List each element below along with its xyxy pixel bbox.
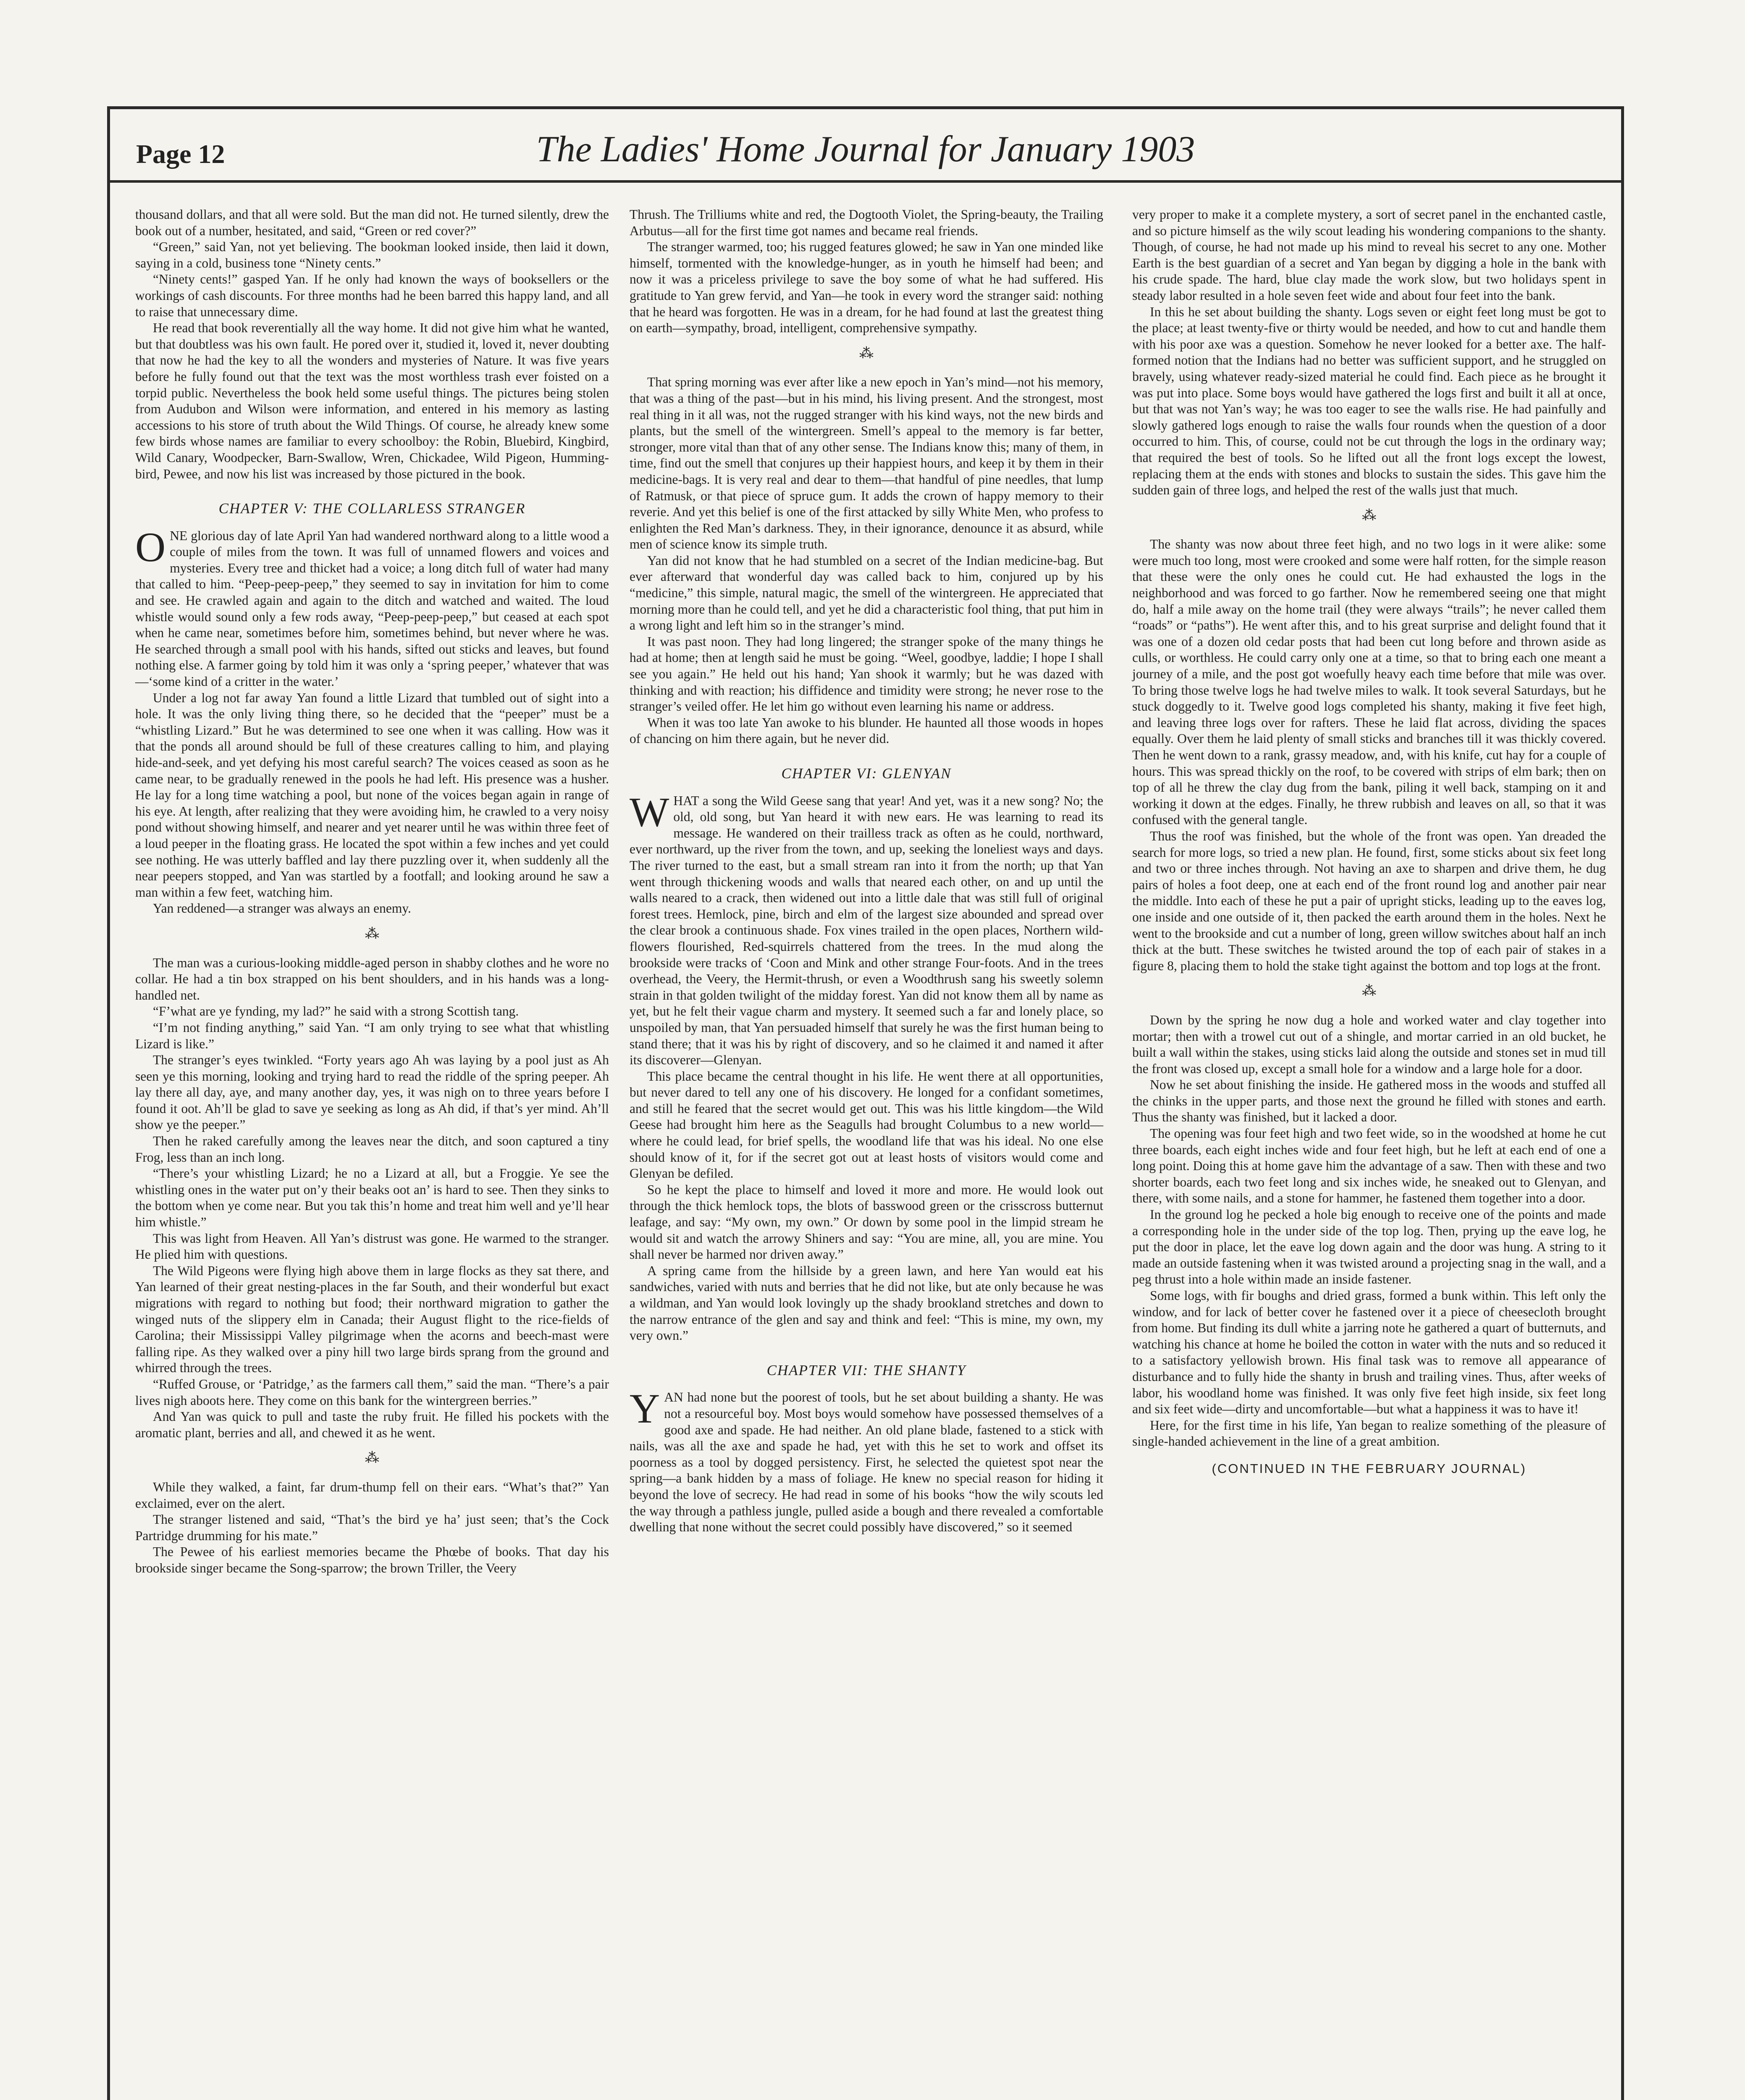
paragraph: The opening was four feet high and two feet wide, so in the woodshed at home he cut three boards, each eight inches wide and four feet high, but he left at each end of one a long point. Doing this at home gave him the advantage of a saw. Then with these and two shorter boards, each two feet long and six inches wide, he sneaked out to Glenyan, and there, with some nails, and a stone for hammer, he fastened them together into a door. xyxy=(1132,1126,1606,1206)
paragraph: “Green,” said Yan, not yet believing. The bookman looked inside, then laid it down, saying in a cold, business tone “Ninety cents.” xyxy=(135,239,609,270)
chapter-opening xyxy=(135,523,609,690)
paragraph: “F’what are ye fynding, my lad?” he said with a strong Scottish tang. xyxy=(153,1004,519,1019)
paragraph: “There’s your whistling Lizard; he no a Lizard at all, but a Froggie. Ye see the whistling ones in the water put on’y their beaks oot an’ is hard to see. Then they sinks to the bottom when ye come near. But you tak this’n home and treat him well and ye’ll hear him whistle.” xyxy=(135,1166,609,1230)
paragraph: The Wild Pigeons were flying high above them in large flocks as they sat there, and Yan learned of their great nesting-places in the far South, and their wonderful but exact migrations with regard to nothing but food; their northward migration to gather the winged nuts of the slippery elm in Canada; their August flight to the rice-fields of Carolina; their Mississippi Valley pilgrimage when the acorns and beech-mast were falling ripe. As they walked over a piny hill two large birds sprang from the ground and whirred through the trees. xyxy=(135,1263,609,1376)
drop-cap: O xyxy=(135,523,166,570)
paragraph: Under a log not far away Yan found a little Lizard that tumbled out of sight into a hole. It was the only living thing there, so he decided that the “peeper” must be a “whistling Lizard.” But he was determined to see one when it was calling. How was it that the ponds all around should be full of these creatures calling to him, and playing hide-and-seek, and yet defying his most careful search? The voices ceased as soon as he came near, to be gradually renewed in the pools he had left. His presence was a husher. He lay for a long time watching a pool, but none of the voices began again in range of his eye. At length, after realizing that they were avoiding him, he crawled to a very noisy pond without showing himself, and nearer and yet nearer until he was within three feet of a loud peeper in the floating grass. He located the spot within a few inches and yet could see nothing. He was utterly baffled and lay there puzzling over it, when suddenly all the near peepers stopped, and Yan was startled by a footfall; and looking around he saw a man within a few feet, watching him. xyxy=(135,690,609,900)
paragraph-text: HAT a song the Wild Geese sang that year! And yet, was it a new song? No; the old, old song, but Yan heard it with new ears. He was learning to read its message. He wandered on their trailless track as often as he could, northward, ever northward, up the river from the town, and up, seeking the loneliest ways and days. The river turned to the east, but a small stream ran into it from the north; up that Yan went through thickening woods and walls that neared each other, on and up until the walls neared to a crack, then widened out into a little dale that was still full of original forest trees. Hemlock, pine, birch and elm of the largest size abounded and spread over the clear brook a continuous shade. Fox vines trailed in the open places, Northern wild-flowers flourished, Red-squirrels chattered from the trees. In the mud along the brookside were tracks of ‘Coon and Mink and other strange Four-foots. And in the trees overhead, the Veery, the Hermit-thrush, or even a Woodthrush sang his sweetly solemn strain in that golden twilight of the midday forest. Yan did not know them all by name as yet, but he felt their vague charm and mystery. It seemed such a far and lonely place, so unspoiled by man, that Yan persuaded himself that surely he was the first human being to stand there; that it was his by right of discovery, and so he claimed it and named it after its discoverer—Glenyan. xyxy=(630,793,1103,1068)
paragraph: This place became the central thought in his life. He went there at all opportunities, but never dared to tell any one of his discovery. He longed for a confidant sometimes, and still he feared that the secret would get out. This was his little kingdom—the Wild Geese had brought him here as the Seagulls had brought Columbus to a new world—where he could lead, for brief spells, the woodland life that was his ideal. No one else should know of it, for if the secret got out at least hosts of visitors would come and Glenyan be defiled. xyxy=(630,1068,1103,1181)
drop-cap: W xyxy=(630,788,669,835)
paragraph: While they walked, a faint, far drum-thump fell on their ears. “What’s that?” Yan exclaimed, ever on the alert. xyxy=(135,1479,609,1511)
paragraph: That spring morning was ever after like a new epoch in Yan’s mind—not his memory, that was a thing of the past—but in his mind, his living present. And the strongest, most real thing in it all was, not the rugged stranger with his kind ways, not the new birds and plants, but the smell of the wintergreen. Smell’s appeal to the memory is far better, stronger, more vital than that of any other sense. The Indians know this; many of them, in time, find out the smell that conjures up their happiest hours, and keep it by them in their medicine-bags. It is very real and dear to them—that handful of pine needles, that lump of Ratmusk, or that piece of spruce gum. It adds the crown of happy memory to their reverie. And yet this belief is one of the first attacked by silly White Men, who profess to enlighten the Red Man’s darkness. They, in their ignorance, denounce it as absurd, while men of science know its simple truth. xyxy=(630,375,1103,552)
column-1 xyxy=(135,207,609,1577)
paragraph: The Pewee of his earliest memories became the Phœbe of books. That day his brookside singer became the Song-sparrow; the brown Triller, the Veery xyxy=(135,1544,609,1575)
chapter-heading: CHAPTER VI: GLENYAN xyxy=(781,765,952,782)
chapter-heading: CHAPTER V: THE COLLARLESS STRANGER xyxy=(218,500,526,517)
paragraph: Now he set about finishing the inside. He gathered moss in the woods and stuffed all the chinks in the upper parts, and those next the ground he filled with stones and earth. Thus the shanty was finished, but it lacked a door. xyxy=(1132,1077,1606,1125)
chapter-heading: CHAPTER VII: THE SHANTY xyxy=(766,1362,966,1378)
drop-cap: Y xyxy=(630,1385,660,1432)
paragraph: When it was too late Yan awoke to his blunder. He haunted all those woods in hopes of chancing on him there again, but he never did. xyxy=(630,715,1103,746)
column-3 xyxy=(1132,207,1606,1477)
paragraph: The stranger warmed, too; his rugged features glowed; he saw in Yan one minded like himself, tormented with the knowledge-hunger, as in youth he himself had been; and now it was a priceless privilege to save the boy some of what he had suffered. His gratitude to Yan grew fervid, and Yan—he took in every word the stranger said: nothing that he heard was forgotten. He was in a dream, for he had found at last the greatest thing on earth—sympathy, broad, intelligent, comprehensive sympathy. xyxy=(630,239,1103,336)
paragraph: thousand dollars, and that all were sold. But the man did not. He turned silently, drew the book out of a number, hesitated, and said, “Green or red cover?” xyxy=(135,207,609,238)
chapter-opening xyxy=(630,1385,1103,1535)
paragraph: A spring came from the hillside by a green lawn, and here Yan would eat his sandwiches, varied with nuts and berries that he did not like, but ate only because he was a wildman, and Yan would look lovingly up the shady brookland stretches and down to the narrow entrance of the glen and say and think and feel: “This is mine, my own, my very own.” xyxy=(630,1263,1103,1343)
paragraph: “I’m not finding anything,” said Yan. “I am only trying to see what that whistling Lizard is like.” xyxy=(135,1020,609,1051)
paragraph: Thus the roof was finished, but the whole of the front was open. Yan dreaded the search for more logs, so tried a new plan. He found, first, some sticks about six feet long and two or three inches through. Not having an axe to sharpen and drive them, he dug pairs of holes a foot deep, one at each end of the front round log and another pair near the middle. Into each of these he put a pair of upright sticks, leading up to the eaves log, one inside and one outside of it, then packed the earth around them in the holes. Next he went to the brookside and cut a number of long, green willow switches about half an inch thick at the butt. These switches he twisted around the top of each pair of stakes in a figure 8, placing them to hold the stake tight against the bottom and top logs at the front. xyxy=(1132,828,1606,973)
paragraph: The stranger listened and said, “That’s the bird ye ha’ just seen; that’s the Cock Partridge drumming for his mate.” xyxy=(135,1512,609,1543)
paragraph: Yan did not know that he had stumbled on a secret of the Indian medicine-bag. But ever afterward that wonderful day was called back to him, conjured up by his “medicine,” this simple, natural magic, the smell of the wintergreen. He appreciated that morning more than he could tell, and yet he did a characteristic fool thing, that put him in a wrong light and left him so in the stranger’s mind. xyxy=(630,553,1103,633)
paragraph-text: NE glorious day of late April Yan had wandered northward along to a little wood a couple of miles from the town. It was full of unnamed flowers and voices and mysteries. Every tree and thicket had a voice; a long ditch full of water had many that called to him. “Peep-peep-peep,” they seemed to say in invitation for him to come and see. He crawled again and again to the ditch and watched and waited. The loud whistle would sound only a few rods away, “Peep-peep-peep,” but ceased at each spot when he came near, sometimes before him, sometimes behind, but never where he was. He searched through a small pool with his hands, sifted out sticks and leaves, but found nothing else. A farmer going by told him it was only a ‘spring peeper,’ whatever that was—‘some kind of a critter in the water.’ xyxy=(135,528,609,689)
section-ornament: ⁂ xyxy=(859,345,874,361)
paragraph: This was light from Heaven. All Yan’s distrust was gone. He warmed to the stranger. He plied him with questions. xyxy=(135,1231,609,1262)
column-2 xyxy=(630,207,1103,1536)
paragraph: Down by the spring he now dug a hole and worked water and clay together into mortar; then with a trowel cut out of a shingle, and mortar carried in an old bucket, he built a wall within the stakes, using sticks laid along the outside and stones set in mud till the front was closed up, except a small hole for a window and a large hole for a door. xyxy=(1132,1012,1606,1076)
continued-notice: (CONTINUED IN THE FEBRUARY JOURNAL) xyxy=(1212,1461,1527,1476)
page-header xyxy=(110,109,1621,183)
paragraph: “Ruffed Grouse, or ‘Patridge,’ as the farmers call them,” said the man. “There’s a pair lives nigh aboots here. They come on this bank for the wintergreen berries.” xyxy=(135,1376,609,1408)
paragraph: And Yan was quick to pull and taste the ruby fruit. He filled his pockets with the aromatic plant, berries and all, and chewed it as he went. xyxy=(135,1409,609,1440)
paragraph: He read that book reverentially all the way home. It did not give him what he wanted, but that doubtless was his own fault. He pored over it, studied it, loved it, never doubting that now he had the key to all the wonders and mysteries of Nature. It was five years before he fully found out that the text was the most worthless trash ever foisted on a torpid public. Nevertheless the book held some useful things. The pictures being stolen from Audubon and Wilson were information, and entered in his memory as lasting accessions to his store of truth about the Wild Things. Of course, he already knew some few birds whose names are familiar to every schoolboy: the Robin, Bluebird, Kingbird, Wild Canary, Woodpecker, Barn-Swallow, Wren, Chickadee, Wild Pigeon, Humming-bird, Pewee, and now his list was increased by those pictured in the book. xyxy=(135,320,609,481)
paragraph: The shanty was now about three feet high, and no two logs in it were alike: some were much too long, most were crooked and some were half rotten, for the simple reason that these were the only ones he could cut. He had exhausted the logs in the neighborhood and was forced to go farther. Now he remembered seeing one that might do, half a mile away on the home trail (they were always “trails”; he never called them “roads” or “paths”). He went after this, and to his great surprise and delight found that it was one of a dozen old cedar posts that had been cut long before and thrown aside as culls, or worthless. He could carry only one at a time, so that to bring each one meant a journey of a mile, and the post got woefully heavy each time before that mile was over. To bring those twelve logs he had twelve miles to walk. It took several Saturdays, but he stuck doggedly to it. Twelve good logs completed his shanty, making it five feet high, and leaving three logs over for rafters. These he laid flat across, dividing the spaces equally. Over them he laid plenty of small sticks and branches till it was thickly covered. Then he went down to a rank, grassy meadow, and, with his knife, cut hay for a couple of hours. This was spread thickly on the roof, to be covered with strips of elm bark; then on top of all he threw the clay dug from the bank, piling it well back, stamping on it and working it down at the edges. Finally, he threw rubbish and leaves on all, so that it was confused with the general tangle. xyxy=(1132,537,1606,827)
paragraph-text: AN had none but the poorest of tools, but he set about building a shanty. He was not a resourceful boy. Most boys would somehow have possessed themselves of a good axe and spade. He had neither. An old plane blade, fastened to a stick with nails, was all the axe and spade he had, yet with this he set to work and offset its poorness as a tool by dogged persistency. First, he selected the quietest spot near the spring—a bank hidden by a mass of foliage. He knew no special reason for hiding it beyond the love of secrecy. He had read in some of his books “how the wily scouts led the way through a pathless jungle, pulled aside a bough and there revealed a comfortable dwelling that none without the secret could possibly have discovered,” so it seemed xyxy=(630,1390,1103,1535)
paragraph: very proper to make it a complete mystery, a sort of secret panel in the enchanted castle, and so picture himself as the wily scout leading his wondering companions to the shanty. Though, of course, he had not made up his mind to reveal his secret to any one. Mother Earth is the best guardian of a secret and Yan began by digging a hole in the bank with his crude spade. The hard, blue clay made the work slow, but two holidays spent in steady labor resulted in a hole seven feet wide and about four feet into the bank. xyxy=(1132,207,1606,303)
section-ornament: ⁂ xyxy=(365,1450,379,1466)
section-ornament: ⁂ xyxy=(1362,507,1376,523)
paragraph: Yan reddened—a stranger was always an enemy. xyxy=(153,901,411,916)
paragraph: “Ninety cents!” gasped Yan. If he only had known the ways of booksellers or the workings of cash discounts. For three months had he been barred this happy land, and all to raise that unnecessary dime. xyxy=(135,272,609,319)
page-number: Page 12 xyxy=(136,139,225,169)
paragraph: In the ground log he pecked a hole big enough to receive one of the points and made a corresponding hole in the under side of the top log. Then, prying up the eave log, he put the door in place, let the eave log down again and the door was hung. A string to it made an outside fastening when it was twisted around a projecting snag in the wall, and a peg thrust into a hole within made an inside fastener. xyxy=(1132,1207,1606,1287)
paragraph: In this he set about building the shanty. Logs seven or eight feet long must be got to the place; at least twenty-five or thirty would be needed, and how to cut and handle them with his poor axe was a question. Somehow he never looked for a better axe. The half-formed notion that the Indians had no better was sufficient support, and he struggled on bravely, using whatever ready-sized material he could find. Each piece as he brought it was put into place. Some boys would have gathered the logs first and built it all at once, but that was not Yan’s way; he was too eager to see the walls rise. He had painfully and slowly gathered logs enough to raise the walls four rounds when the question of a door occurred to him. This, of course, could not be cut through the logs in the ordinary way; that required the best of tools. So he lifted out all the front logs except the lowest, replacing them at the ends with stones and blocks to sustain the sides. This gave him the sudden gain of three logs, and helped the rest of the walls just that much. xyxy=(1132,304,1606,498)
paragraph: The stranger’s eyes twinkled. “Forty years ago Ah was laying by a pool just as Ah seen ye this morning, looking and trying hard to read the riddle of the spring peeper. Ah lay there all day, aye, and many another day, yes, it was nigh on to three years before I found it oot. Ah’ll be glad to save ye seeking as long as Ah did, if that’s yer mind. Ah’ll show ye the peeper.” xyxy=(135,1053,609,1132)
paragraph: Here, for the first time in his life, Yan began to realize something of the pleasure of single-handed achievement in the line of a great ambition. xyxy=(1132,1418,1606,1449)
paragraph: So he kept the place to himself and loved it more and more. He would look out through the thick hemlock tops, the blots of basswood green or the crisscross butternut leafage, and say: “My own, my own.” Or down by some pool in the limpid stream he would sit and watch the arrowy Shiners and say: “You are mine, all, you are mine. You shall never be harmed nor driven away.” xyxy=(630,1182,1103,1262)
page-frame xyxy=(107,106,1624,2100)
section-ornament: ⁂ xyxy=(1362,983,1376,999)
paragraph: The man was a curious-looking middle-aged person in shabby clothes and he wore no collar. He had a tin box strapped on his bent shoulders, and in his hands was a long-handled net. xyxy=(135,955,609,1003)
paragraph: Some logs, with fir boughs and dried grass, formed a bunk within. This left only the window, and for lack of better cover he fastened over it a piece of cheesecloth brought from home. But finding its dull white a jarring note he gathered a quart of butternuts, and watching his chance at home he boiled the cotton in water with the nuts and so reduced it to a satisfactory yellowish brown. His final task was to remove all appearance of disturbance and to fully hide the shanty in brush and trailing vines. Thus, after weeks of labor, his woodland home was finished. It was only five feet high inside, six feet long and six feet wide—dirty and uncomfortable—but what a happiness it was to have it! xyxy=(1132,1288,1606,1417)
paragraph: Thrush. The Trilliums white and red, the Dogtooth Violet, the Spring-beauty, the Trailing Arbutus—all for the first time got names and became real friends. xyxy=(630,207,1103,238)
paragraph: Then he raked carefully among the leaves near the ditch, and soon captured a tiny Frog, less than an inch long. xyxy=(135,1134,609,1165)
chapter-opening xyxy=(630,788,1103,1068)
paragraph: It was past noon. They had long lingered; the stranger spoke of the many things he had at home; then at length said he must be going. “Weel, goodbye, laddie; I hope I shall see you again.” He held out his hand; Yan shook it warmly; but he was dazed with thinking and with reaction; his diffidence and timidity were strong; he never rose to the stranger’s veiled offer. He let him go without even learning his name or address. xyxy=(630,634,1103,714)
journal-title: The Ladies' Home Journal for January 1903 xyxy=(536,129,1195,170)
section-ornament: ⁂ xyxy=(365,926,379,942)
